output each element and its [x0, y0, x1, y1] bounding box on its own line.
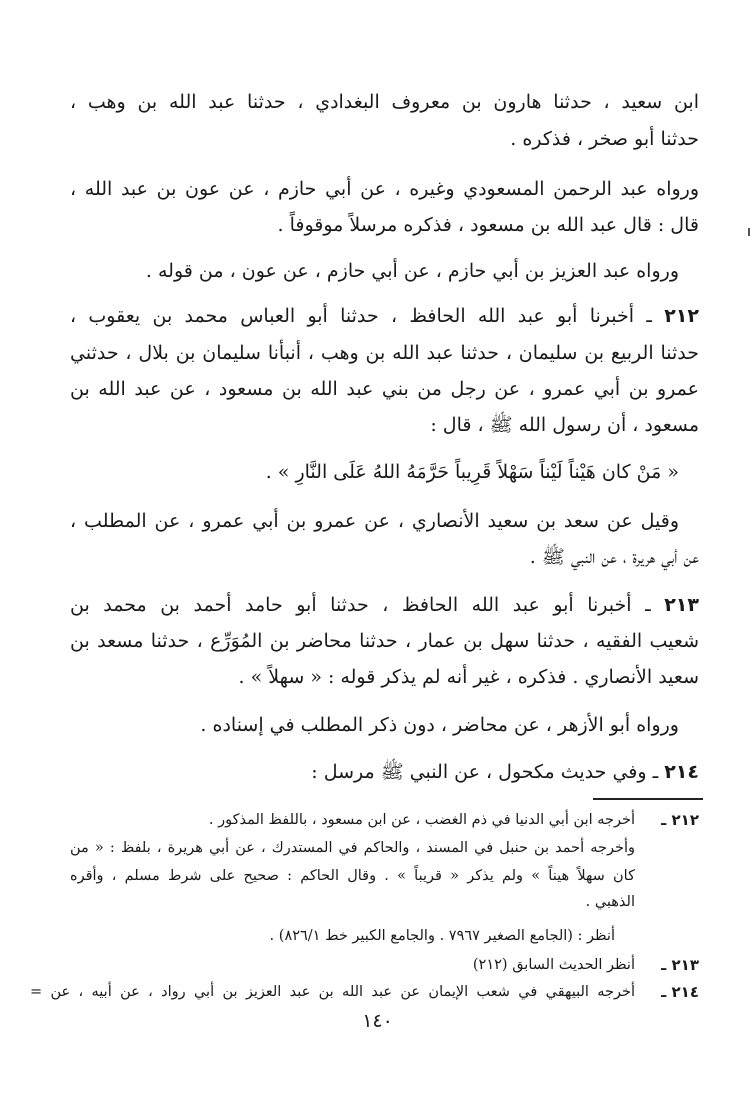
- body-line: عمرو بن أبي عمرو ، عن رجل من بني عبد الله بن مسعود ، عن عبد الله بن: [70, 378, 699, 400]
- hadith-quote: « مَنْ كان هَيْناً لَيْناً سَهْلاً قَرِيباً حَرَّمَهُ اللهُ عَلَى النَّارِ » .: [265, 461, 679, 483]
- footnote-number: ٢١٢ ـ: [661, 811, 699, 829]
- body-line: وقيل عن سعد بن سعيد الأنصاري ، عن عمرو بن أبي عمرو ، عن المطلب ،: [70, 510, 679, 532]
- body-line: عن أبي هريرة ، عن النبي ﷺ .: [529, 546, 699, 568]
- footnote-line: الذهبي .: [585, 894, 635, 910]
- hadith-number: ٢١٣: [664, 594, 699, 616]
- body-line: ورواه عبد العزيز بن أبي حازم ، عن أبي حازم ، عن عون ، من قوله .: [145, 260, 679, 282]
- hadith-number: ٢١٤: [664, 761, 699, 783]
- page-number: ١٤٠: [362, 1010, 393, 1032]
- footnote-line: كان سهلاً هيناً » ولم يذكر « قريباً » . وقال الحاكم : صحيح على شرط مسلم ، وأقره: [70, 868, 635, 884]
- footnote-separator: [593, 798, 703, 800]
- hadith-number: ٢١٢: [664, 305, 699, 327]
- hadith-212-first-line: [70, 301, 699, 331]
- footnote-line: أنظر : (الجامع الصغير ٧٩٦٧ . والجامع الكبير خط ٨٢٦/١) .: [269, 928, 615, 944]
- body-line: شعيب الفقيه ، حدثنا سهل بن عمار ، حدثنا محاضر بن المُوَرِّع ، حدثنا مسعد بن: [70, 630, 699, 652]
- body-text: ـ أخبرنا أبو عبد الله الحافظ ، حدثنا أبو العباس محمد بن يعقوب ،: [70, 305, 652, 327]
- body-line: سعيد الأنصاري . فذكره ، غير أنه لم يذكر قوله : « سهلاً » .: [238, 666, 699, 688]
- footnote-line: أخرجه ابن أبي الدنيا في ذم الغضب ، عن ابن مسعود ، باللفظ المذكور .: [208, 812, 635, 828]
- hadith-214-first-line: [70, 757, 699, 787]
- hadith-213-first-line: [70, 590, 699, 620]
- body-line: قال : قال عبد الله بن مسعود ، فذكره مرسلاً موقوفاً .: [277, 214, 699, 236]
- footnote-number: ٢١٤ ـ: [661, 983, 699, 1001]
- footnote-number: ٢١٣ ـ: [661, 956, 699, 974]
- body-line: مسعود ، أن رسول الله ﷺ ، قال :: [430, 414, 699, 436]
- body-line: ورواه أبو الأزهر ، عن محاضر ، دون ذكر المطلب في إسناده .: [200, 714, 679, 736]
- footnote-line: أخرجه البيهقي في شعب الإيمان عن عبد الله بن عبد العزيز بن أبي رواد ، عن أبيه ، عن =: [30, 984, 635, 1000]
- scan-mark: [748, 228, 750, 236]
- body-line: حدثنا أبو صخر ، فذكره .: [510, 128, 699, 150]
- body-text: ـ أخبرنا أبو عبد الله الحافظ ، حدثنا أبو حامد أحمد بن محمد بن: [70, 594, 651, 616]
- footnote-line: وأخرجه أحمد بن حنبل في المسند ، والحاكم في المستدرك ، عن أبي هريرة ، بلفظ : « من: [70, 840, 635, 856]
- footnote-line: أنظر الحديث السابق (٢١٢): [472, 957, 635, 973]
- body-line: ورواه عبد الرحمن المسعودي وغيره ، عن أبي حازم ، عن عون بن عبد الله ،: [70, 178, 699, 200]
- body-line: حدثنا الربيع بن سليمان ، حدثنا عبد الله بن وهب ، أنبأنا سليمان بن بلال ، حدثني: [70, 342, 699, 364]
- body-text: ـ وفي حديث مكحول ، عن النبي ﷺ مرسل :: [311, 761, 659, 783]
- body-line: ابن سعيد ، حدثنا هارون بن معروف البغدادي ، حدثنا عبد الله بن وهب ،: [70, 91, 699, 113]
